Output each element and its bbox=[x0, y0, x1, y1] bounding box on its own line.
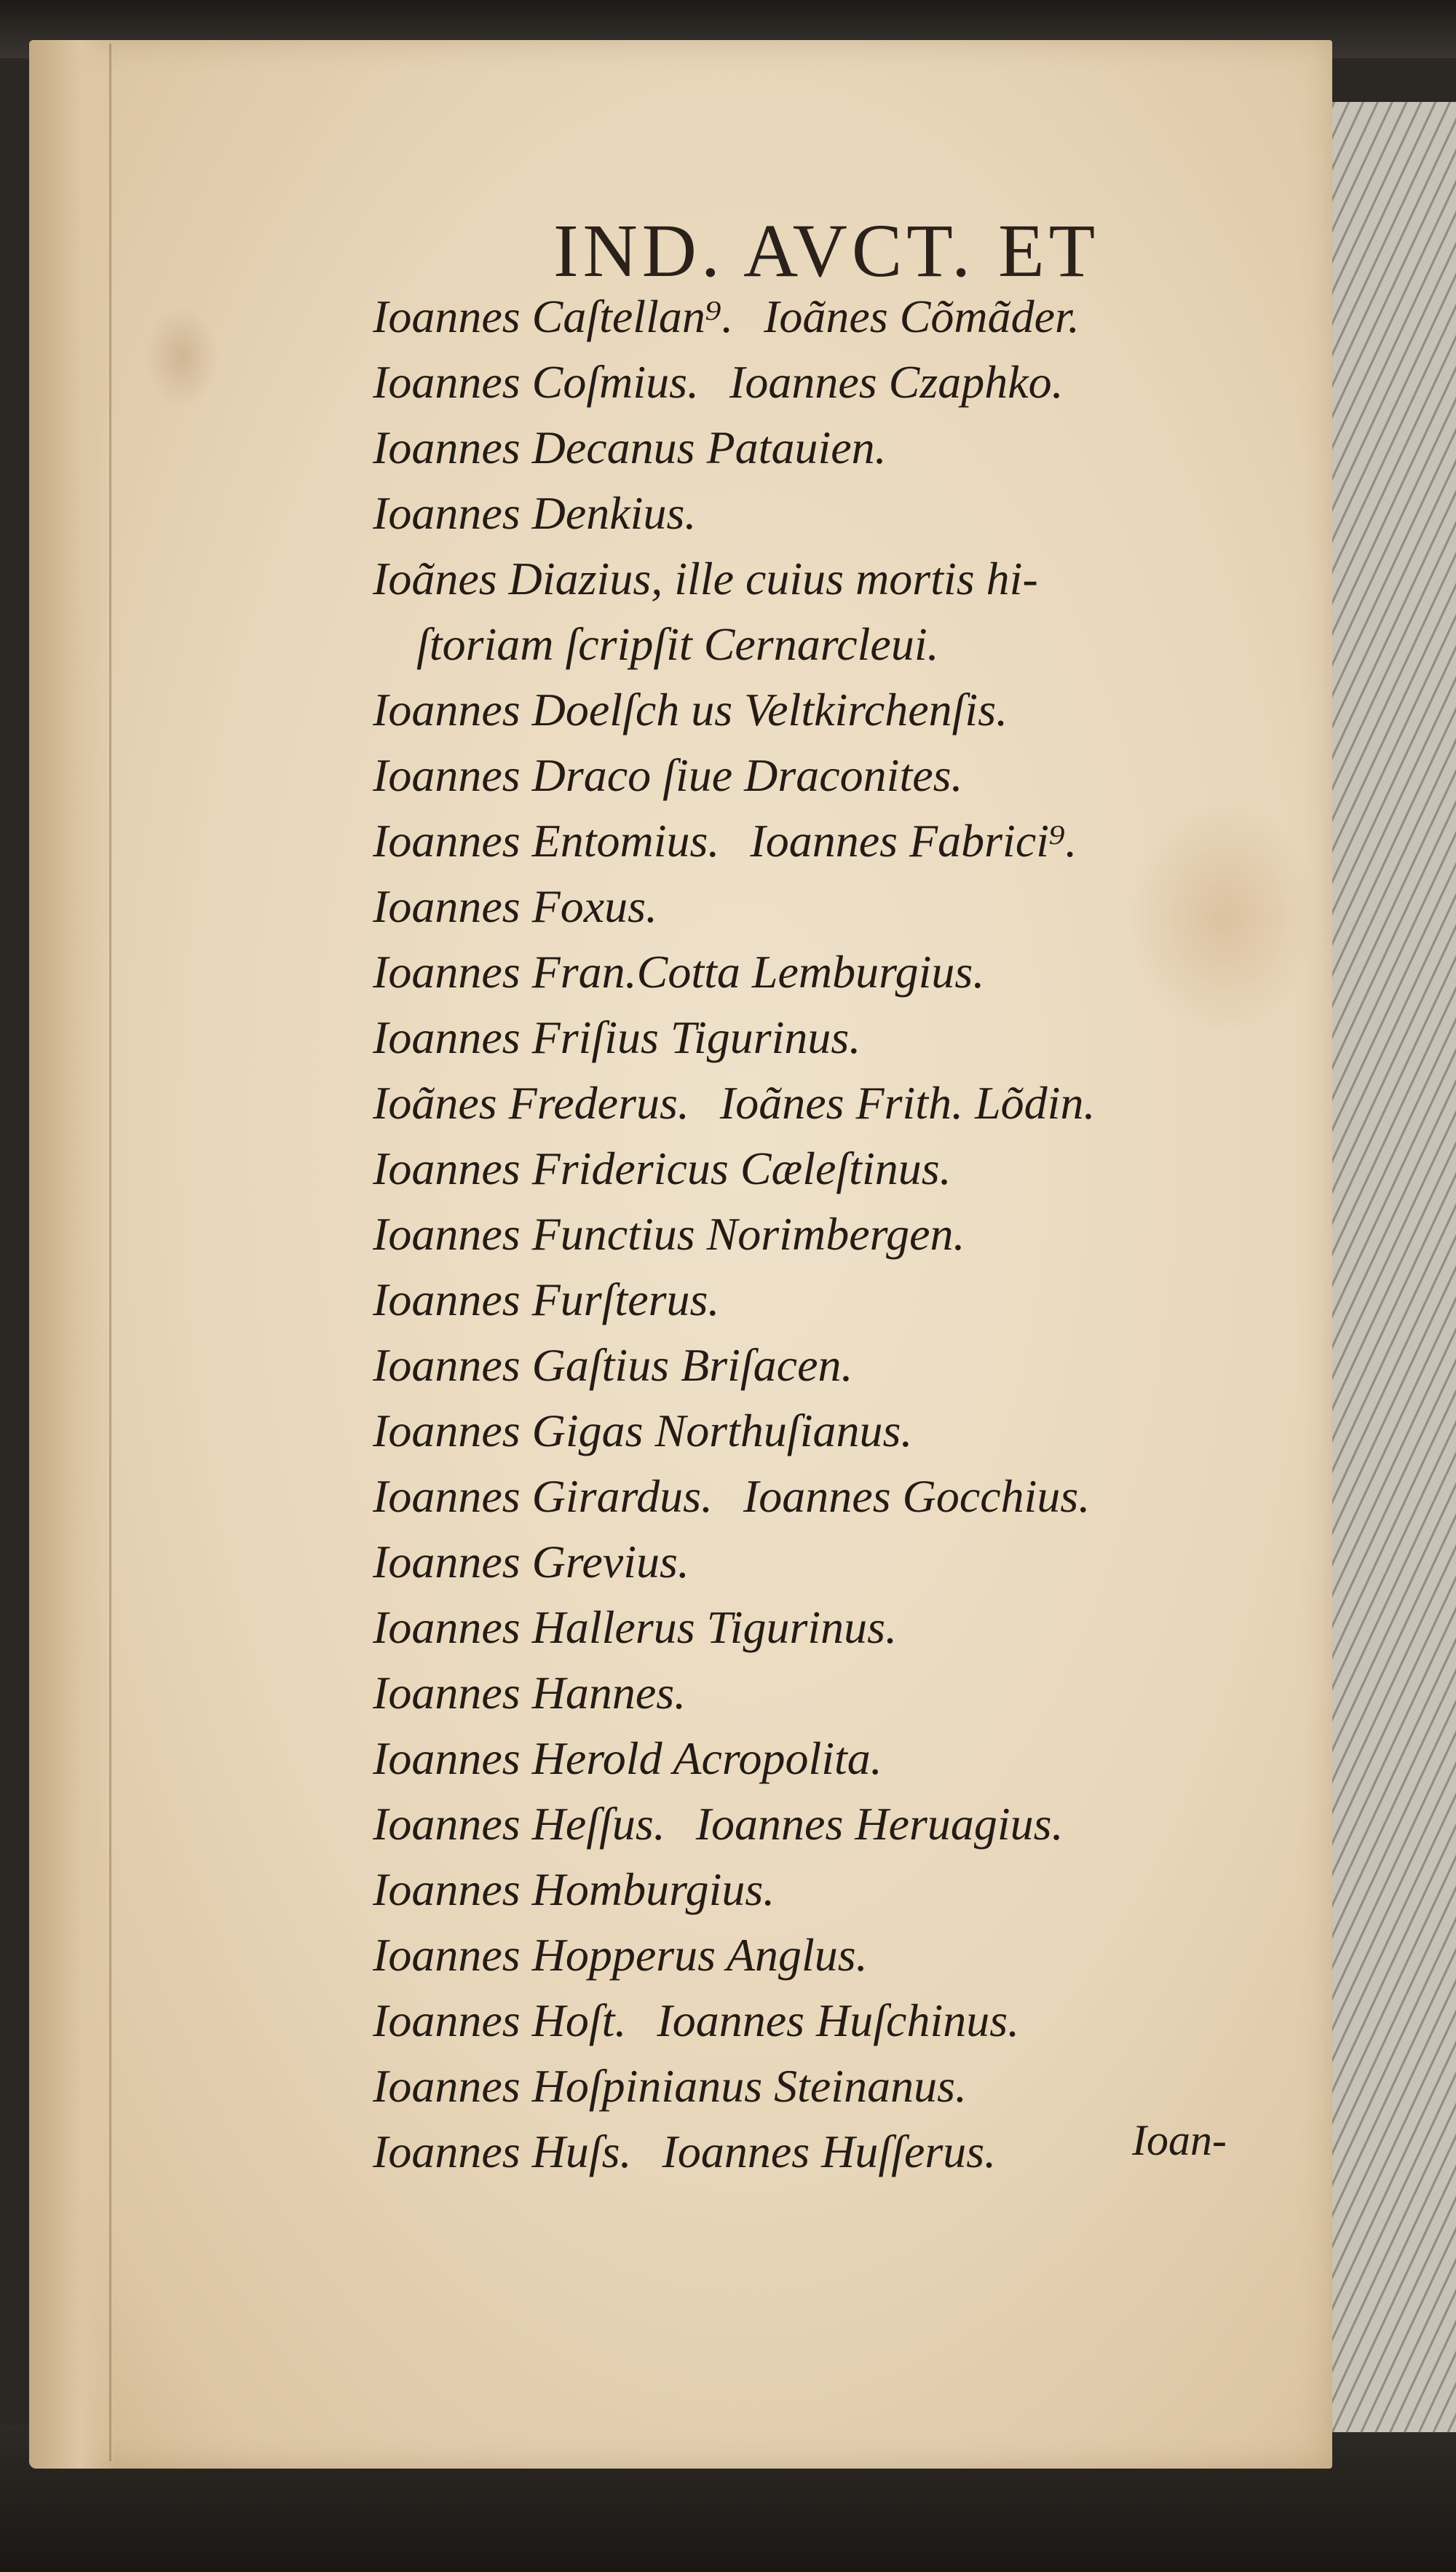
entry-name: Ioannes Hoſt. bbox=[373, 1995, 627, 2046]
entry-name: Ioannes Denkius. bbox=[373, 487, 697, 539]
index-entry bbox=[373, 808, 1305, 874]
entry-name: Ioannes Fran.Cotta Lemburgius. bbox=[373, 946, 985, 998]
index-entry bbox=[373, 2054, 1305, 2119]
entry-name: Ioannes Heſſus. bbox=[373, 1798, 665, 1850]
entry-name-second: Ioannes Huſſerus. bbox=[662, 2126, 997, 2177]
index-entry bbox=[373, 1791, 1305, 1857]
entry-name: Ioannes Doelſch us Veltkirchenſis. bbox=[373, 684, 1008, 735]
index-entry bbox=[373, 1988, 1305, 2054]
index-entry bbox=[373, 415, 1305, 481]
entry-name: Ioannes Girardus. bbox=[373, 1470, 713, 1522]
index-entry bbox=[373, 1857, 1305, 1922]
entry-name: Ioannes Entomius. bbox=[373, 815, 720, 867]
index-entry bbox=[373, 1070, 1305, 1136]
author-index-list bbox=[373, 284, 1305, 2185]
index-entry bbox=[373, 1136, 1305, 1202]
entry-name: Ioannes Decanus Patauien. bbox=[373, 422, 887, 473]
running-header: IND. AVCT. ET bbox=[553, 209, 1100, 293]
entry-name: Ioannes Huſs. bbox=[373, 2126, 632, 2177]
index-entry bbox=[373, 1464, 1305, 1529]
entry-name: Ioannes Gigas Northuſianus. bbox=[373, 1405, 913, 1456]
entry-name: Ioannes Grevius. bbox=[373, 1536, 689, 1587]
entry-name: ſtoriam ſcripſit Cernarcleui. bbox=[416, 618, 939, 670]
entry-name-second: Ioannes Huſchinus. bbox=[657, 1995, 1020, 2046]
entry-name: Ioannes Hopperus Anglus. bbox=[373, 1929, 868, 1981]
facing-page bbox=[1325, 102, 1456, 2432]
entry-name: Ioannes Homburgius. bbox=[373, 1863, 775, 1915]
index-entry bbox=[373, 1267, 1305, 1333]
index-entry bbox=[373, 1529, 1305, 1595]
entry-name: Ioannes Fridericus Cæleſtinus. bbox=[373, 1143, 951, 1194]
entry-name-second: Ioannes Czaphko. bbox=[729, 356, 1064, 408]
entry-name: Ioannes Hoſpinianus Steinanus. bbox=[373, 2060, 967, 2112]
entry-name: Ioannes Caſtellan⁹. bbox=[373, 291, 734, 342]
index-entry bbox=[373, 350, 1305, 415]
entry-name: Ioannes Gaſtius Briſacen. bbox=[373, 1339, 853, 1391]
entry-name-second: Ioãnes Cõmãder. bbox=[764, 291, 1080, 342]
index-entry bbox=[373, 284, 1305, 350]
ink-blot bbox=[146, 306, 218, 408]
entry-name-second: Ioannes Heruagius. bbox=[695, 1798, 1064, 1850]
entry-name: Ioannes Functius Norimbergen. bbox=[373, 1208, 965, 1260]
index-entry bbox=[373, 1005, 1305, 1070]
entry-name: Ioannes Draco ſiue Draconites. bbox=[373, 749, 963, 801]
index-entry bbox=[373, 677, 1305, 743]
entry-name: Ioannes Hannes. bbox=[373, 1667, 687, 1719]
index-entry bbox=[373, 939, 1305, 1005]
index-entry bbox=[373, 1333, 1305, 1398]
gutter bbox=[29, 40, 116, 2469]
index-entry bbox=[373, 1726, 1305, 1791]
entry-name-second: Ioannes Gocchius. bbox=[743, 1470, 1091, 1522]
index-entry bbox=[373, 1398, 1305, 1464]
index-entry bbox=[373, 1922, 1305, 1988]
entry-name: Ioannes Coſmius. bbox=[373, 356, 699, 408]
entry-name: Ioannes Foxus. bbox=[373, 880, 658, 932]
index-entry bbox=[373, 1595, 1305, 1660]
index-entry bbox=[373, 546, 1305, 612]
entry-name-second: Ioãnes Frith. Lõdin. bbox=[719, 1077, 1096, 1129]
entry-name: Ioannes Furſterus. bbox=[373, 1274, 720, 1325]
index-entry bbox=[373, 481, 1305, 546]
index-entry-continuation bbox=[373, 612, 1305, 677]
entry-name: Ioannes Herold Acropolita. bbox=[373, 1732, 882, 1784]
index-entry bbox=[373, 743, 1305, 808]
entry-name: Ioannes Hallerus Tigurinus. bbox=[373, 1601, 898, 1653]
index-entry bbox=[373, 1660, 1305, 1726]
entry-name: Ioannes Friſius Tigurinus. bbox=[373, 1011, 861, 1063]
entry-name-second: Ioannes Fabrici⁹. bbox=[750, 815, 1077, 867]
entry-name: Ioãnes Diazius, ille cuius mortis hi- bbox=[373, 553, 1038, 604]
index-entry bbox=[373, 874, 1305, 939]
index-entry bbox=[373, 1202, 1305, 1267]
entry-name: Ioãnes Frederus. bbox=[373, 1077, 689, 1129]
gutter-line bbox=[109, 44, 111, 2461]
catchword: Ioan- bbox=[1132, 2116, 1227, 2164]
